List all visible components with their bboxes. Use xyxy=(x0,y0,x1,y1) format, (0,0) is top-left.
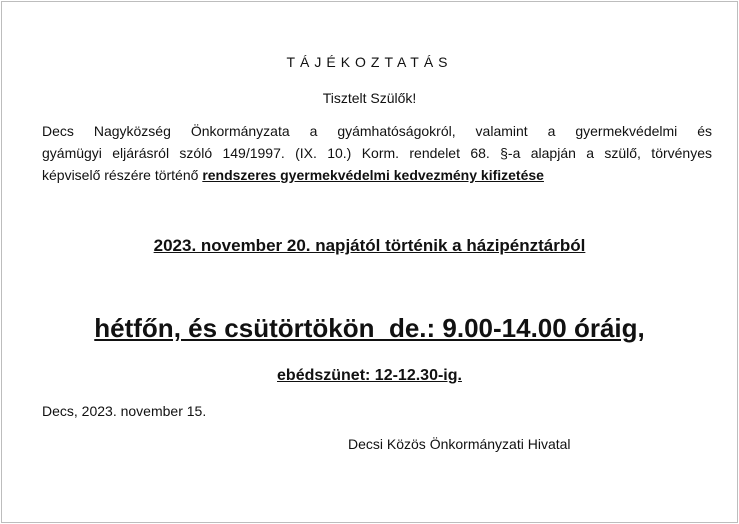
body-line-3-prefix: képviselő részére történő xyxy=(42,167,203,183)
greeting: Tisztelt Szülők! xyxy=(322,90,417,106)
notice-heading: TÁJÉKOZTATÁS xyxy=(286,54,453,70)
body-line-1: Decs Nagyközség Önkormányzata a gyámhatóságokról, valamint a gyermekvédelmi és xyxy=(42,123,712,139)
place-and-date: Decs, 2023. november 15. xyxy=(42,403,207,419)
issuer-signature: Decsi Közös Önkormányzati Hivatal xyxy=(348,436,571,452)
benefit-emphasis: rendszeres gyermekvédelmi kedvezmény kifizetése xyxy=(202,167,544,183)
document-page xyxy=(1,1,738,523)
body-paragraph xyxy=(42,120,712,186)
lunch-break: ebédszünet: 12-12.30-ig. xyxy=(277,367,462,384)
body-line-3 xyxy=(42,164,712,186)
body-line-2: gyámügyi eljárásról szóló 149/1997. (IX. 10.) Korm. rendelet 68. §-a alapján a szülő, törvényes xyxy=(42,145,712,161)
payment-start-date: 2023. november 20. napjától történik a házipénztárból xyxy=(153,236,586,255)
opening-hours: hétfőn, és csütörtökön de.: 9.00-14.00 óráig, xyxy=(94,313,645,343)
